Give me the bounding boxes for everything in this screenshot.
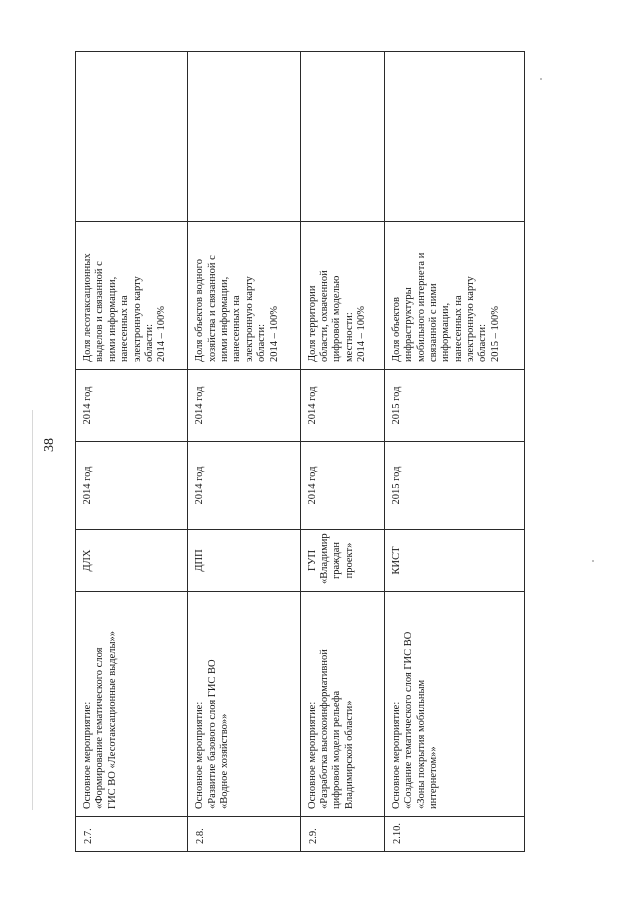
indicator-line: нанесенных на <box>119 295 131 362</box>
indicator-line: информации, <box>440 302 452 362</box>
indicator-line: электронную карту <box>131 276 143 362</box>
indicator-line: Доля территории <box>306 285 318 362</box>
start-date-cell: 2014 год <box>76 442 188 530</box>
responsible-line: ДПП <box>194 549 206 572</box>
indicator-line: ними информации, <box>106 276 118 362</box>
indicator-line: мобильного интернета и <box>415 252 427 362</box>
indicator-line: 2014 – 100% <box>356 306 367 362</box>
empty-cell <box>300 52 384 222</box>
indicator-line: Доля объектов <box>390 296 402 362</box>
event-cell <box>384 592 524 817</box>
indicator-line: нанесенных на <box>231 295 243 362</box>
responsible-line: проект» <box>343 542 355 579</box>
rotated-table-wrapper <box>75 52 525 852</box>
indicator-line: цифровой моделью <box>331 275 343 362</box>
scan-speck <box>540 78 542 80</box>
indicator-cell <box>188 222 300 370</box>
indicator-line: связанной с ними <box>427 283 439 362</box>
event-line: Основное мероприятие: <box>390 701 402 809</box>
table-row <box>76 52 188 852</box>
event-line: «Формирование тематического слоя <box>94 647 106 809</box>
indicator-line: Доля объектов водного <box>194 259 206 362</box>
start-date-cell: 2014 год <box>300 442 384 530</box>
event-line: «Водное хозяйство»» <box>219 713 230 809</box>
row-number: 2.9. <box>300 817 384 852</box>
indicator-line: области: <box>256 323 268 362</box>
event-line: Владимирской области» <box>343 700 355 809</box>
row-number: 2.7. <box>76 817 188 852</box>
row-number: 2.10. <box>384 817 524 852</box>
event-line: Основное мероприятие: <box>194 701 206 809</box>
indicator-line: местности: <box>343 312 355 362</box>
indicator-line: хозяйства и связанной с <box>206 255 218 362</box>
event-cell <box>76 592 188 817</box>
indicator-line: 2014 – 100% <box>268 306 280 362</box>
empty-cell <box>384 52 524 222</box>
responsible-line: граждан <box>331 541 343 580</box>
indicator-line: нанесенных на <box>452 295 464 362</box>
indicator-line: ними информации, <box>219 276 230 362</box>
start-date-cell: 2014 год <box>188 442 300 530</box>
empty-cell <box>76 52 188 222</box>
table-row <box>384 52 524 852</box>
indicator-cell <box>384 222 524 370</box>
indicator-cell <box>300 222 384 370</box>
event-line: «Зоны покрытия мобильным <box>415 679 427 809</box>
table-row <box>300 52 384 852</box>
end-date-cell: 2014 год <box>188 370 300 442</box>
scan-speck <box>592 560 594 562</box>
event-line: цифровой модели рельефа <box>331 690 343 809</box>
responsible-line: «Владимир <box>318 533 330 584</box>
table-row <box>188 52 300 852</box>
row-number: 2.8. <box>188 817 300 852</box>
event-line: Основное мероприятие: <box>306 701 318 809</box>
scan-edge <box>32 410 33 810</box>
indicator-line: электронную карту <box>243 276 255 362</box>
event-line: ГИС ВО «Лесотаксационные выделы»» <box>106 630 118 809</box>
event-line: интернетом»» <box>427 746 439 809</box>
indicator-line: выделов и связанной с <box>94 261 106 362</box>
indicator-line: 2015 – 100% <box>489 306 501 362</box>
end-date-cell: 2014 год <box>300 370 384 442</box>
indicator-line: 2014 – 100% <box>156 306 168 362</box>
program-events-table <box>75 51 525 852</box>
responsible-line: КИСТ <box>390 546 402 575</box>
responsible-line: ДЛХ <box>82 549 93 572</box>
event-cell <box>188 592 300 817</box>
indicator-line: области: <box>477 323 489 362</box>
indicator-line: области: <box>143 323 155 362</box>
event-line: «Развитие базового слоя ГИС ВО <box>206 659 218 809</box>
event-line: «Разработка высокоинформативной <box>318 649 330 809</box>
page-number: 38 <box>42 438 57 452</box>
responsible-cell <box>76 530 188 592</box>
responsible-line: ГУП <box>306 549 318 572</box>
indicator-cell <box>76 222 188 370</box>
indicator-line: электронную карту <box>465 276 477 362</box>
indicator-line: Доля лесотаксационных <box>82 253 93 362</box>
indicator-line: области, охваченной <box>318 270 330 362</box>
responsible-cell <box>300 530 384 592</box>
event-line: Основное мероприятие: <box>82 701 93 809</box>
event-line: «Создание тематического слоя ГИС ВО <box>403 631 415 809</box>
start-date-cell: 2015 год <box>384 442 524 530</box>
end-date-cell: 2015 год <box>384 370 524 442</box>
empty-cell <box>188 52 300 222</box>
responsible-cell <box>384 530 524 592</box>
end-date-cell: 2014 год <box>76 370 188 442</box>
responsible-cell <box>188 530 300 592</box>
event-cell <box>300 592 384 817</box>
indicator-line: инфраструктуры <box>403 287 415 362</box>
